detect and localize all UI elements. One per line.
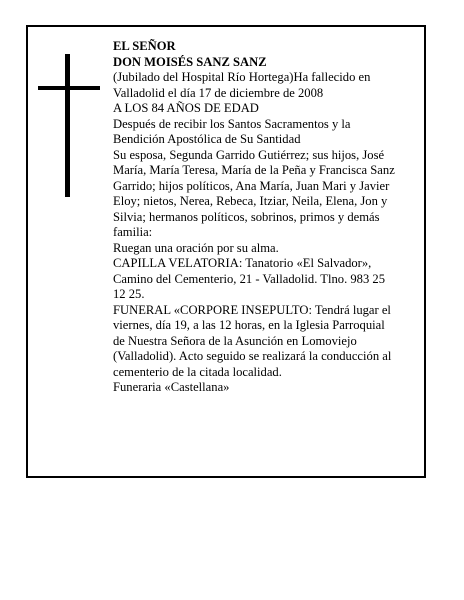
notice-paragraph-sacraments: Después de recibir los Santos Sacramentos y la Bendición Apostólica de Su Santidad — [113, 116, 351, 146]
notice-title: EL SEÑOR — [113, 39, 176, 53]
notice-paragraph-age: A LOS 84 AÑOS DE EDAD — [113, 101, 259, 115]
cross-vertical-bar — [65, 54, 70, 197]
notice-text — [113, 39, 395, 396]
cross-horizontal-bar — [38, 86, 100, 90]
notice-paragraph-prayer: Ruegan una oración por su alma. — [113, 240, 279, 255]
notice-paragraph-chapel: CAPILLA VELATORIA: Tanatorio «El Salvador», Camino del Cementerio, 21 - Valladolid. Tlno. 983 25 12 25. — [113, 256, 386, 301]
notice-paragraph-family: Su esposa, Segunda Garrido Gutiérrez; sus hijos, José María, María Teresa, María de la Peña y Francisca Sanz Garrido; hijos políticos, Ana María, Juan Mari y Javier Eloy; nietos, Nerea, Rebeca, Itziar, Neila, Elena, Jon y Silvia; hermanos políticos, sobrinos, primos y demás familia: — [113, 147, 395, 239]
notice-paragraph-funeral-home: Funeraria «Castellana» — [113, 380, 230, 394]
deceased-name: DON MOISÉS SANZ SANZ — [113, 54, 267, 69]
cross-icon — [38, 54, 100, 197]
notice-paragraph-death: (Jubilado del Hospital Río Hortega)Ha fallecido en Valladolid el día 17 de diciembre de 2008 — [113, 70, 371, 100]
notice-paragraph-funeral: FUNERAL «CORPORE INSEPULTO: Tendrá lugar el viernes, día 19, a las 12 horas, en la Iglesia Parroquial de Nuestra Señora de la Asunción en Lomoviejo (Valladolid). Acto seguido se realizará la conducción al cementerio de la citada localidad. — [113, 302, 392, 379]
